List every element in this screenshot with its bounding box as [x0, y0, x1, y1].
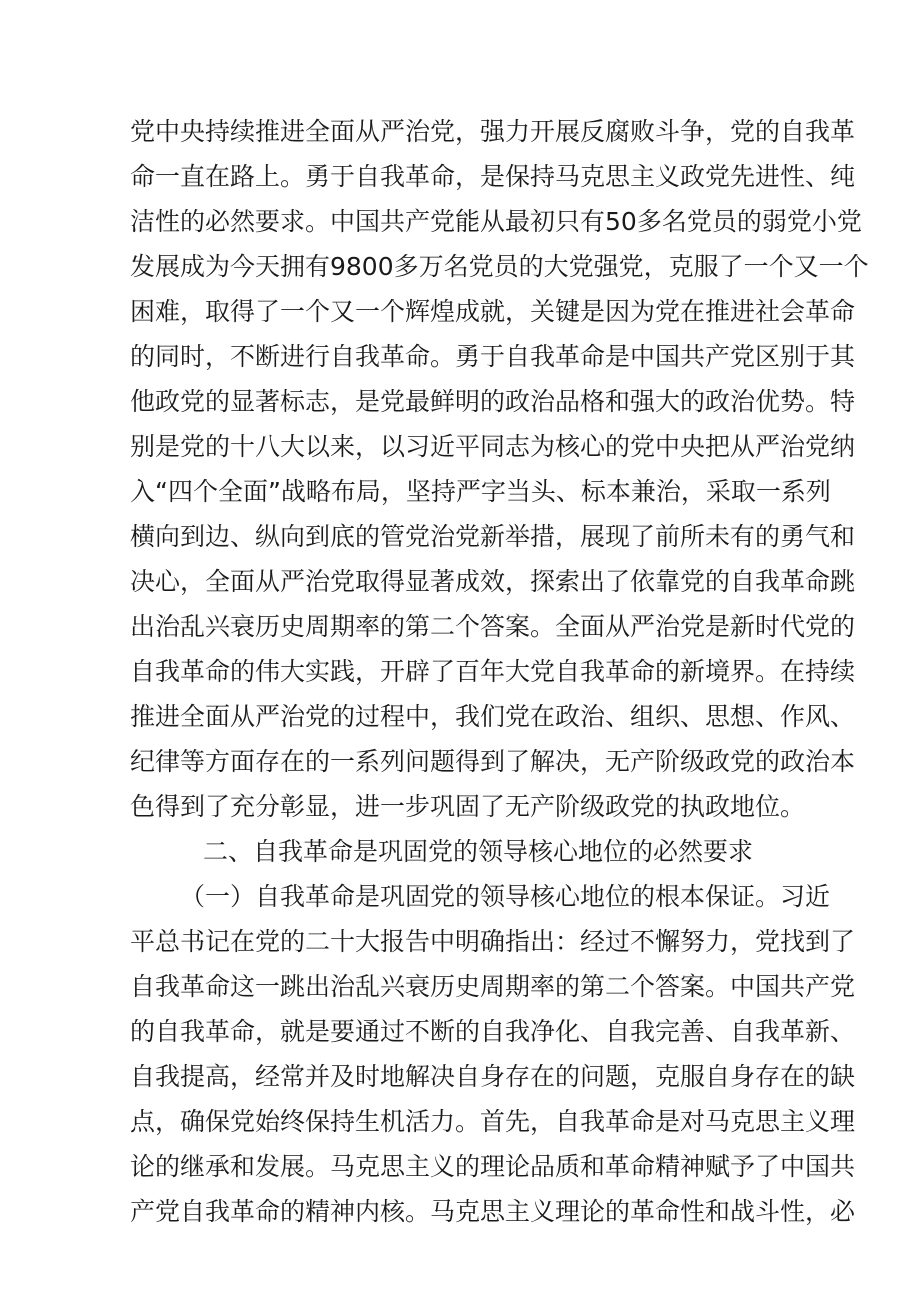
paragraph-line: 的自我革命，就是要通过不断的自我净化、自我完善、自我革新、 [130, 1017, 856, 1046]
paragraph-line: 点，确保党始终保持生机活力。首先，自我革命是对马克思主义理 [130, 1107, 856, 1136]
paragraph-line: 色得到了充分彰显，进一步巩固了无产阶级政党的执政地位。 [130, 792, 806, 821]
paragraph-line: 自我提高，经常并及时地解决自身存在的问题，克服自身存在的缺 [130, 1062, 856, 1091]
paragraph-line: 推进全面从严治党的过程中，我们党在政治、组织、思想、作风、 [130, 702, 856, 731]
paragraph-line: 他政党的显著标志，是党最鲜明的政治品格和强大的政治优势。特 [130, 387, 856, 416]
paragraph-line: 产党自我革命的精神内核。马克思主义理论的革命性和战斗性，必 [130, 1197, 856, 1226]
paragraph-line: 入“四个全面”战略布局，坚持严字当头、标本兼治，采取一系列 [130, 477, 831, 506]
section-heading: 二、自我革命是巩固党的领导核心地位的必然要求 [203, 837, 754, 866]
paragraph-line: 命一直在路上。勇于自我革命，是保持马克思主义政党先进性、纯 [130, 162, 856, 191]
paragraph-line: 困难，取得了一个又一个辉煌成就，关键是因为党在推进社会革命 [130, 297, 856, 326]
paragraph-line: 发展成为今天拥有9800多万名党员的大党强党，克服了一个又一个 [130, 252, 869, 281]
paragraph-line: 出治乱兴衰历史周期率的第二个答案。全面从严治党是新时代党的 [130, 612, 856, 641]
paragraph-line: 决心，全面从严治党取得显著成效，探索出了依靠党的自我革命跳 [130, 567, 856, 596]
paragraph-line: （一）自我革命是巩固党的领导核心地位的根本保证。习近 [180, 882, 831, 911]
paragraph-line: 洁性的必然要求。中国共产党能从最初只有50多名党员的弱党小党 [130, 207, 862, 236]
paragraph-line: 纪律等方面存在的一系列问题得到了解决，无产阶级政党的政治本 [130, 747, 856, 776]
paragraph-line: 自我革命这一跳出治乱兴衰历史周期率的第二个答案。中国共产党 [130, 972, 856, 1001]
paragraph-line: 平总书记在党的二十大报告中明确指出：经过不懈努力，党找到了 [130, 927, 856, 956]
paragraph-line: 横向到边、纵向到底的管党治党新举措，展现了前所未有的勇气和 [130, 522, 856, 551]
paragraph-line: 别是党的十八大以来，以习近平同志为核心的党中央把从严治党纳 [130, 432, 856, 461]
paragraph-line: 党中央持续推进全面从严治党，强力开展反腐败斗争，党的自我革 [130, 117, 856, 146]
paragraph-line: 自我革命的伟大实践，开辟了百年大党自我革命的新境界。在持续 [130, 657, 856, 686]
paragraph-line: 的同时，不断进行自我革命。勇于自我革命是中国共产党区别于其 [130, 342, 856, 371]
paragraph-line: 论的继承和发展。马克思主义的理论品质和革命精神赋予了中国共 [130, 1152, 856, 1181]
